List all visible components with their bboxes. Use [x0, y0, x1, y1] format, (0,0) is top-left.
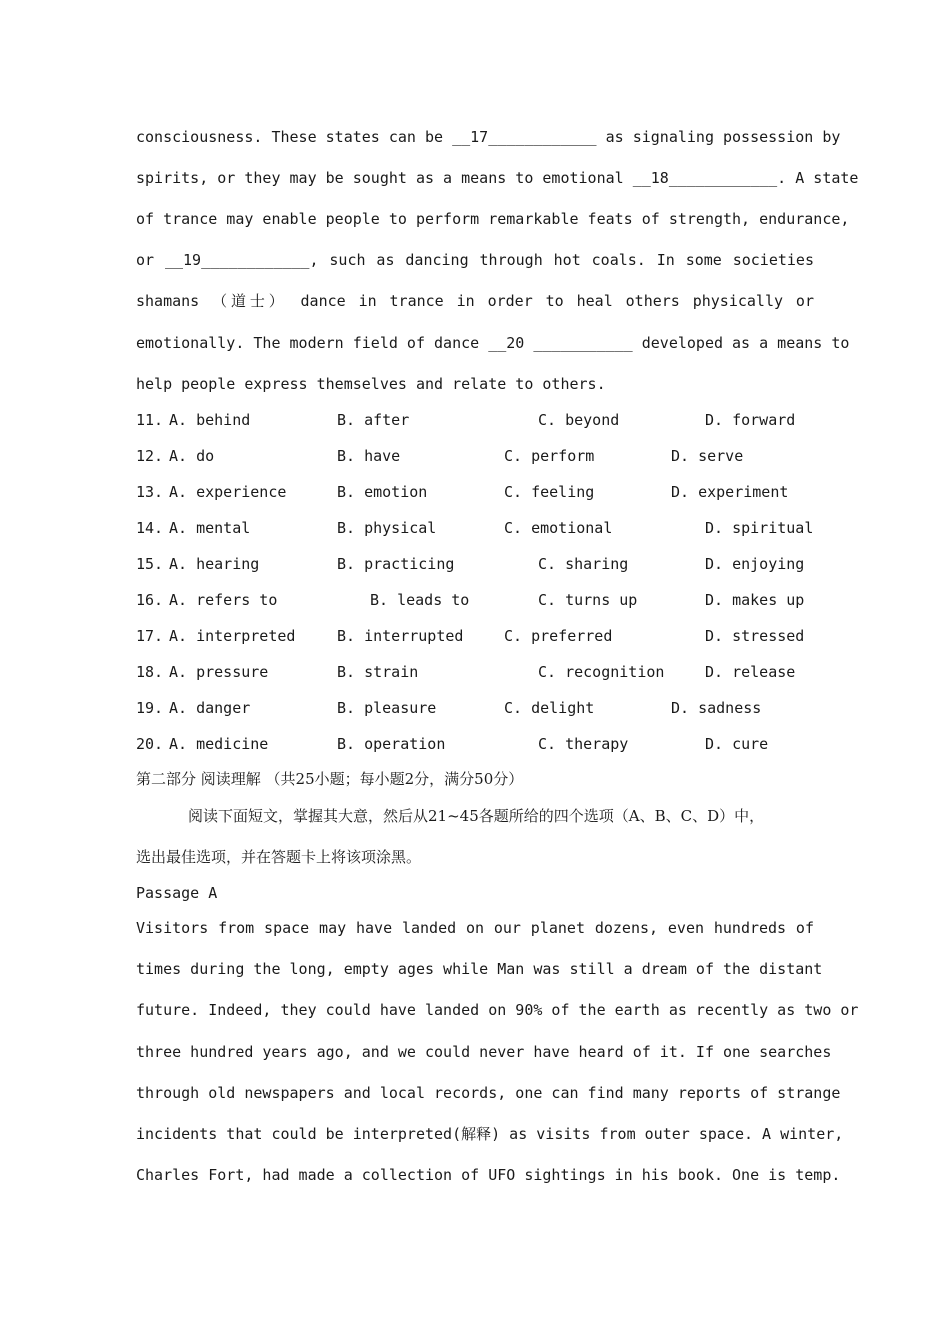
option-b: B. have [337, 447, 401, 465]
question-number: 11. [136, 411, 164, 429]
option-row-17 [136, 626, 836, 646]
option-d: D. serve [671, 447, 744, 465]
instruction-line: 选出最佳选项，并在答题卡上将该项涂黑。 [136, 848, 422, 866]
question-number: 13. [136, 483, 164, 501]
option-b: B. strain [337, 663, 419, 681]
passage-line: help people express themselves and relate to others. [136, 375, 606, 393]
option-c: C. preferred [504, 627, 613, 645]
option-d: D. stressed [705, 627, 805, 645]
passage-line: three hundred years ago, and we could never have heard of it. If one searches [136, 1043, 832, 1061]
option-c: C. perform [504, 447, 595, 465]
passage-line: future. Indeed, they could have landed on 90% of the earth as recently as two or [136, 1001, 859, 1019]
option-a: A. medicine [169, 735, 269, 753]
option-d: D. cure [705, 735, 769, 753]
option-row-12 [136, 446, 836, 466]
option-a: A. danger [169, 699, 251, 717]
option-row-14 [136, 518, 836, 538]
option-d: D. enjoying [705, 555, 805, 573]
option-row-20 [136, 734, 836, 754]
passage-line: shamans （道士） dance in trance in order to heal others physically or [136, 292, 814, 310]
option-b: B. emotion [337, 483, 428, 501]
passage-line: consciousness. These states can be __17____________ as signaling possession by [136, 128, 841, 146]
question-number: 15. [136, 555, 164, 573]
option-row-19 [136, 698, 836, 718]
option-d: D. forward [705, 411, 796, 429]
passage-line: times during the long, empty ages while Man was still a dream of the distant [136, 960, 823, 978]
question-number: 17. [136, 627, 164, 645]
question-number: 20. [136, 735, 164, 753]
passage-line: emotionally. The modern field of dance __20 ___________ developed as a means to [136, 334, 850, 352]
option-row-15 [136, 554, 836, 574]
passage-line: spirits, or they may be sought as a means to emotional __18____________. A state [136, 169, 859, 187]
option-a: A. do [169, 447, 215, 465]
option-d: D. spiritual [705, 519, 814, 537]
option-a: A. experience [169, 483, 287, 501]
option-row-13 [136, 482, 836, 502]
option-row-16 [136, 590, 836, 610]
option-c: C. sharing [538, 555, 629, 573]
option-c: C. therapy [538, 735, 629, 753]
option-a: A. hearing [169, 555, 260, 573]
option-a: A. pressure [169, 663, 269, 681]
passage-line: incidents that could be interpreted(解释) as visits from outer space. A winter, [136, 1125, 844, 1143]
question-number: 14. [136, 519, 164, 537]
question-number: 18. [136, 663, 164, 681]
option-b: B. practicing [337, 555, 455, 573]
option-d: D. experiment [671, 483, 789, 501]
option-row-18 [136, 662, 836, 682]
option-row-11 [136, 410, 836, 430]
option-c: C. beyond [538, 411, 620, 429]
option-b: B. interrupted [337, 627, 464, 645]
question-number: 12. [136, 447, 164, 465]
passage-line: or __19____________, such as dancing through hot coals. In some societies [136, 251, 814, 269]
option-b: B. after [337, 411, 410, 429]
option-a: A. interpreted [169, 627, 296, 645]
option-c: C. delight [504, 699, 595, 717]
option-a: A. mental [169, 519, 251, 537]
option-d: D. makes up [705, 591, 805, 609]
passage-title: Passage A [136, 884, 218, 902]
instruction-line: 阅读下面短文，掌握其大意，然后从21~45各题所给的四个选项（A、B、C、D）中， [188, 807, 765, 825]
option-c: C. emotional [504, 519, 613, 537]
passage-line: Charles Fort, had made a collection of UFO sightings in his book. One is temp. [136, 1166, 841, 1184]
option-d: D. sadness [671, 699, 762, 717]
option-a: A. refers to [169, 591, 278, 609]
option-b: B. leads to [370, 591, 470, 609]
option-c: C. recognition [538, 663, 665, 681]
question-number: 19. [136, 699, 164, 717]
option-b: B. physical [337, 519, 437, 537]
option-c: C. turns up [538, 591, 638, 609]
passage-line: through old newspapers and local records, one can find many reports of strange [136, 1084, 841, 1102]
option-b: B. operation [337, 735, 446, 753]
option-a: A. behind [169, 411, 251, 429]
passage-line: Visitors from space may have landed on our planet dozens, even hundreds of [136, 919, 814, 937]
passage-line: of trance may enable people to perform remarkable feats of strength, endurance, [136, 210, 850, 228]
option-b: B. pleasure [337, 699, 437, 717]
section-heading: 第二部分 阅读理解 （共25小题；每小题2分，满分50分） [136, 770, 524, 788]
option-d: D. release [705, 663, 796, 681]
question-number: 16. [136, 591, 164, 609]
option-c: C. feeling [504, 483, 595, 501]
